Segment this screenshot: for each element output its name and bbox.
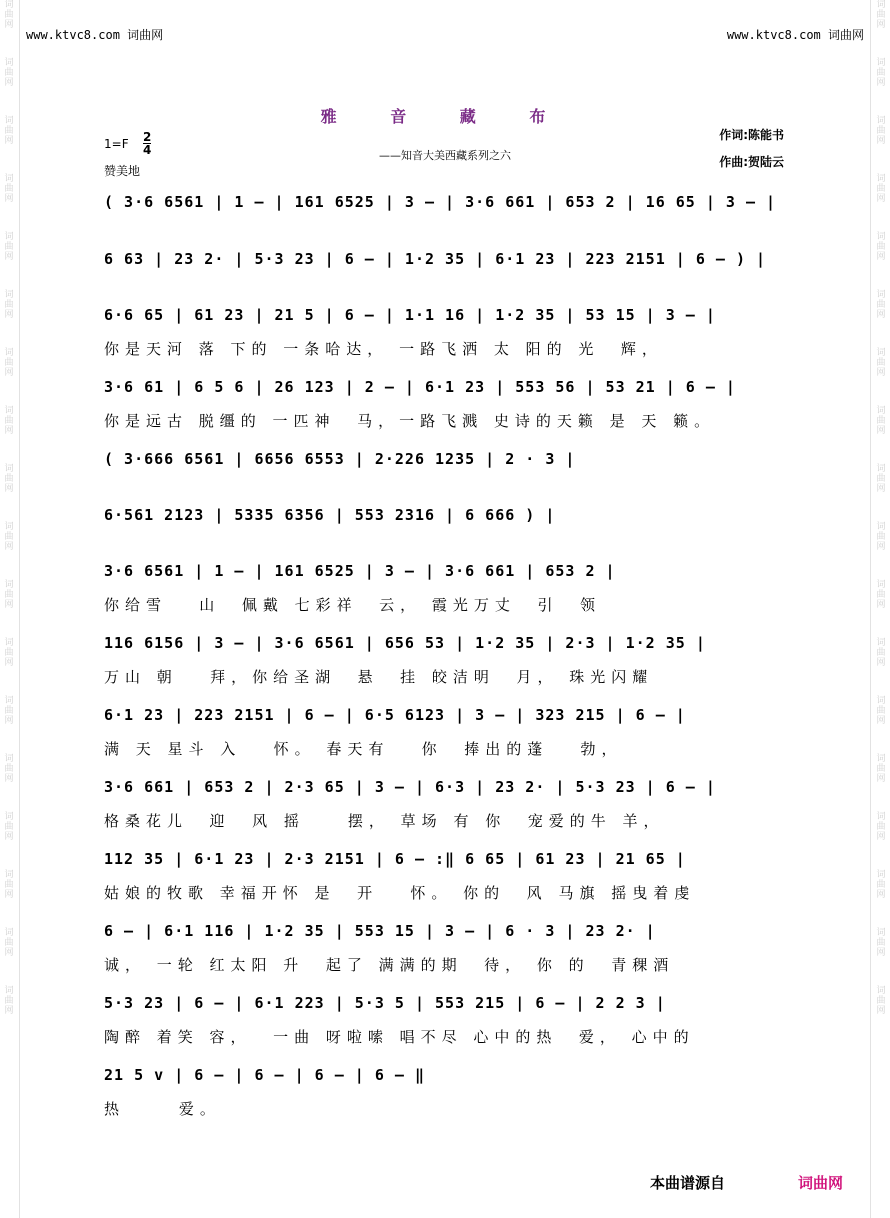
watermark-text: 词 曲 网 [4,116,14,146]
lyrics-row: 陶醉 着笑 容， 一曲 呀啦嗦 唱不尽 心中的热 爱， 心中的 [104,1028,695,1046]
watermark-text: 词 曲 网 [876,522,886,552]
notation-row: 3·6 661 | 653 2 | 2·3 65 | 3 — | 6·3 | 23 2· | 5·3 23 | 6 — | [104,778,716,796]
watermark-text: 词 曲 网 [876,0,886,30]
time-signature-bottom: 4 [143,143,152,157]
watermark-text: 词 曲 网 [876,812,886,842]
watermark-text: 词 曲 网 [876,232,886,262]
watermark-text: 词 曲 网 [876,638,886,668]
footer-brand-link[interactable]: 词曲网 [798,1174,844,1192]
watermark-text: 词 曲 网 [4,754,14,784]
watermark-text: 词 曲 网 [4,812,14,842]
lyrics-row: 格桑花儿 迎 风 摇 摆， 草场 有 你 宠爱的牛 羊， [104,812,665,830]
watermark-text: 词 曲 网 [4,290,14,320]
notation-row: 3·6 6561 | 1 — | 161 6525 | 3 — | 3·6 661 | 653 2 | [104,562,616,580]
lyrics-row: 你是天河 落 下的 一条哈达， 一路飞洒 太 阳的 光 辉， [104,340,663,358]
watermark-text: 词 曲 网 [4,986,14,1016]
lyrics-row: 诚， 一轮 红太阳 升 起了 满满的期 待， 你 的 青稞酒 [104,956,675,974]
watermark-text: 词 曲 网 [4,580,14,610]
site-header-left[interactable]: www.ktvc8.com 词曲网 [26,28,164,42]
lyricist-credit: 作词:陈能书 [719,128,784,142]
notation-row: 6·561 2123 | 5335 6356 | 553 2316 | 6 666 ) | [104,506,556,524]
watermark-text: 词 曲 网 [876,870,886,900]
notation-row: 6 — | 6·1 116 | 1·2 35 | 553 15 | 3 — | 6 · 3 | 23 2· | [104,922,656,940]
lyrics-row: 热 爱。 [104,1100,221,1118]
watermark-text: 词 曲 网 [4,638,14,668]
watermark-text: 词 曲 网 [876,290,886,320]
watermark-text: 词 曲 网 [876,406,886,436]
composer-credit: 作曲:贺陆云 [719,155,784,169]
watermark-text: 词 曲 网 [4,696,14,726]
notation-row: 6·1 23 | 223 2151 | 6 — | 6·5 6123 | 3 — | 323 215 | 6 — | [104,706,686,724]
watermark-text: 词 曲 网 [876,58,886,88]
notation-row: 21 5 v | 6 — | 6 — | 6 — | 6 — ‖ [104,1066,425,1084]
lyrics-row: 万山 朝 拜，你给圣湖 悬 挂 皎洁明 月， 珠光闪耀 [104,668,654,686]
watermark-text: 词 曲 网 [876,754,886,784]
watermark-text: 词 曲 网 [876,696,886,726]
watermark-text: 词 曲 网 [876,348,886,378]
watermark-text: 词 曲 网 [876,174,886,204]
song-subtitle: ——知音大美西藏系列之六 [379,149,511,162]
watermark-text: 词 曲 网 [4,58,14,88]
watermark-text: 词 曲 网 [876,116,886,146]
key-signature: 1=F [104,137,129,151]
lyrics-row: 你给雪 山 佩戴 七彩祥 云， 霞光万丈 引 领 [104,596,601,614]
time-signature [143,131,151,156]
watermark-text: 词 曲 网 [4,0,14,30]
notation-row: ( 3·666 6561 | 6656 6553 | 2·226 1235 | 2 · 3 | [104,450,576,468]
watermark-text: 词 曲 网 [876,986,886,1016]
watermark-text: 词 曲 网 [4,928,14,958]
notation-row: ( 3·6 6561 | 1 — | 161 6525 | 3 — | 3·6 661 | 653 2 | 16 65 | 3 — | [104,193,777,211]
watermark-text: 词 曲 网 [4,174,14,204]
song-title: 雅 音 藏 布 [320,107,570,126]
watermark-text: 词 曲 网 [4,522,14,552]
notation-row: 6·6 65 | 61 23 | 21 5 | 6 — | 1·1 16 | 1·2 35 | 53 15 | 3 — | [104,306,716,324]
lyrics-row: 姑娘的牧歌 幸福开怀 是 开 怀。 你的 风 马旗 摇曳着虔 [104,884,696,902]
watermark-text: 词 曲 网 [876,464,886,494]
notation-row: 112 35 | 6·1 23 | 2·3 2151 | 6 — :‖ 6 65 | 61 23 | 21 65 | [104,850,686,868]
performance-style: 赞美地 [104,164,141,178]
notation-row: 3·6 61 | 6 5 6 | 26 123 | 2 — | 6·1 23 | 553 56 | 53 21 | 6 — | [104,378,736,396]
watermark-text: 词 曲 网 [4,870,14,900]
time-signature-top: 2 [143,130,152,144]
footer-source-text: 本曲谱源自 [650,1174,726,1192]
watermark-text: 词 曲 网 [4,232,14,262]
watermark-text: 词 曲 网 [4,464,14,494]
lyrics-row: 你是远古 脱缰的 一匹神 马，一路飞溅 史诗的天籁 是 天 籁。 [104,412,716,430]
watermark-text: 词 曲 网 [876,928,886,958]
site-header-right[interactable]: www.ktvc8.com 词曲网 [726,28,864,42]
lyrics-row: 满 天 星斗 入 怀。 春天有 你 捧出的蓬 勃， [104,740,623,758]
watermark-text: 词 曲 网 [4,348,14,378]
notation-row: 116 6156 | 3 — | 3·6 6561 | 656 53 | 1·2 35 | 2·3 | 1·2 35 | [104,634,706,652]
watermark-text: 词 曲 网 [876,580,886,610]
watermark-text: 词 曲 网 [4,406,14,436]
notation-row: 5·3 23 | 6 — | 6·1 223 | 5·3 5 | 553 215 | 6 — | 2 2 3 | [104,994,666,1012]
notation-row: 6 63 | 23 2· | 5·3 23 | 6 — | 1·2 35 | 6·1 23 | 223 2151 | 6 — ) | [104,250,767,268]
